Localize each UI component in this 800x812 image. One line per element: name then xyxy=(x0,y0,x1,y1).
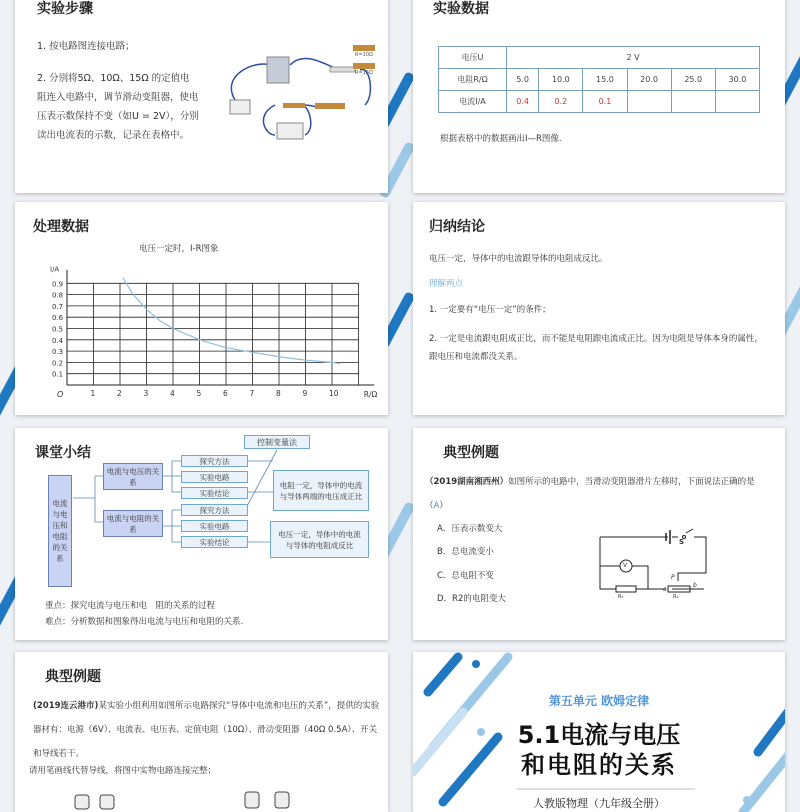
key-point: 重点：探究电流与电压和电 阻的关系的过程 xyxy=(45,598,215,614)
slide-experiment-steps[interactable] xyxy=(15,0,388,193)
leaf: 探究方法 xyxy=(181,455,248,467)
cover-title-1: 5.1电流与电压 xyxy=(413,720,785,750)
meter-images xyxy=(65,790,315,810)
y-axis-label: I/A xyxy=(50,266,59,274)
conclusion-resistance: 电压一定，导体中的电流与导体的电阻成反比 xyxy=(270,521,369,558)
cell: 电压U xyxy=(439,47,507,69)
leaf: 实验电路 xyxy=(181,471,248,483)
slide-conclusion[interactable] xyxy=(413,202,785,415)
leaf: 实验电路 xyxy=(181,520,248,532)
x-tick-label: 7 xyxy=(250,389,255,398)
y-tick-label: 0.4 xyxy=(52,337,64,345)
slide-title: 实验数据 xyxy=(433,0,489,18)
slide-experiment-data[interactable] xyxy=(413,0,785,193)
ir-chart xyxy=(15,202,388,415)
cell xyxy=(671,91,715,113)
b-label: b xyxy=(693,582,697,589)
slide-title: 课堂小结 xyxy=(35,442,91,462)
subhead: 理解两点 xyxy=(429,275,463,294)
question-source: (2019连云港市) xyxy=(33,701,98,711)
cell: 电流I/A xyxy=(439,91,507,113)
question-text: 如图所示的电路中，当滑动变阻器滑片左移时，下面说法正确的是（ xyxy=(425,477,755,511)
voltmeter-label: V xyxy=(623,562,627,569)
y-tick-label: 0.5 xyxy=(52,326,63,334)
r15-label: R=15Ω xyxy=(355,70,373,76)
y-tick-label: 0.9 xyxy=(52,280,63,288)
x-tick-label: 2 xyxy=(117,389,122,398)
y-tick-label: 0.3 xyxy=(52,348,63,356)
p-label: P xyxy=(671,574,675,581)
cover-title-2: 和电阻的关系 xyxy=(413,750,785,780)
cell xyxy=(627,91,671,113)
conclusion: 电压一定，导体中的电流跟导体的电阻成反比。 xyxy=(429,250,608,269)
circuit-photo xyxy=(215,45,385,145)
branch-resistance: 电流与电阻的关系 xyxy=(103,510,163,537)
root-node: 电流与电压和电阻的关系 xyxy=(48,475,72,587)
branch-voltage: 电流与电压的关系 xyxy=(103,463,163,490)
cell: 2 V xyxy=(507,47,760,69)
conclusion-voltage: 电阻一定，导体中的电流与导体两端的电压成正比 xyxy=(273,470,369,511)
difficult-point: 难点：分析数据和图象得出电流与电压和电阻的关系. xyxy=(45,614,243,630)
table-note: 根据表格中的数据画出I—R图像. xyxy=(440,130,562,149)
circuit-diagram xyxy=(598,523,708,603)
y-tick-label: 0.8 xyxy=(52,292,63,300)
leaf: 实验结论 xyxy=(181,536,248,548)
point-1: 1. 一定要有“电压一定”的条件； xyxy=(429,301,551,320)
cell: 5.0 xyxy=(507,69,539,91)
x-tick-label: 6 xyxy=(223,389,228,398)
x-tick-label: 3 xyxy=(144,389,149,398)
data-table xyxy=(438,46,760,113)
option-b[interactable]: B．总电流变小 xyxy=(437,543,494,562)
method-node: 控制变量法 xyxy=(244,435,310,449)
cell xyxy=(715,91,759,113)
slide-title: 实验步骤 xyxy=(37,0,93,18)
point-2: 2. 一定是电流跟电阻成正比，而不能是电阻跟电流成正比。因为电阻是导体本身的属性，跟电压和电流都没关系。 xyxy=(429,330,769,366)
question-close: ） xyxy=(439,501,448,511)
option-d[interactable]: D．R2的电阻变大 xyxy=(437,590,506,609)
table-row xyxy=(439,91,760,113)
y-tick-label: 0.2 xyxy=(52,359,63,367)
slide-example-2[interactable] xyxy=(15,652,388,812)
data-curve xyxy=(123,278,340,364)
slide-title: 典型例题 xyxy=(443,442,499,462)
slide-process-data[interactable] xyxy=(15,202,388,415)
slide-example-1[interactable] xyxy=(413,428,785,640)
slide-title: 典型例题 xyxy=(45,666,101,686)
cell: 20.0 xyxy=(627,69,671,91)
x-tick-label: 10 xyxy=(329,389,339,398)
cell: 10.0 xyxy=(539,69,583,91)
slide-title: 归纳结论 xyxy=(429,216,485,236)
x-tick-label: 8 xyxy=(276,389,281,398)
y-tick-label: 0.6 xyxy=(52,314,64,322)
question xyxy=(33,694,383,766)
answer: A xyxy=(434,501,440,511)
table-row xyxy=(439,69,760,91)
option-a[interactable]: A．压表示数变大 xyxy=(437,520,502,539)
x-axis-label: R/Ω xyxy=(364,390,378,399)
chart-title: 电压一定时，I-R图象 xyxy=(139,242,218,254)
cover-subtitle: 人教版物理（九年级全册） xyxy=(413,795,785,811)
cell: 0.1 xyxy=(583,91,627,113)
option-c[interactable]: C．总电阻不变 xyxy=(437,567,494,586)
question xyxy=(425,470,773,518)
y-tick-label: 0.7 xyxy=(52,303,63,311)
step-1: 1. 按电路图连接电路； xyxy=(37,37,207,56)
x-tick-label: 9 xyxy=(303,389,308,398)
r1-label: R₁ xyxy=(618,594,623,600)
cell: 30.0 xyxy=(715,69,759,91)
x-tick-label: 5 xyxy=(197,389,202,398)
cell: 电阻R/Ω xyxy=(439,69,507,91)
question-source: （2019湖南湘西州） xyxy=(425,477,508,487)
r2-label: R₂ xyxy=(673,594,678,600)
r10-label: R=10Ω xyxy=(355,52,373,58)
cell: 15.0 xyxy=(583,69,627,91)
slide-title: 处理数据 xyxy=(33,216,89,236)
cell: 0.2 xyxy=(539,91,583,113)
question-text: 某实验小组利用如图所示电路探究“导体中电流和电压的关系”，提供的实验器材有：电源（6V）、电流表、电压表、定值电阻（10Ω）、滑动变阻器（40Ω 0.5A）、开关和导线若干。 xyxy=(33,701,379,759)
leaf: 探究方法 xyxy=(181,504,248,516)
y-tick-label: 0.1 xyxy=(52,371,63,379)
x-tick-label: 1 xyxy=(91,389,96,398)
x-tick-label: 4 xyxy=(170,389,175,398)
leaf: 实验结论 xyxy=(181,487,248,499)
slide-cover[interactable] xyxy=(413,652,785,812)
cell: 25.0 xyxy=(671,69,715,91)
step-2: 2. 分别将5Ω、10Ω、15Ω 的定值电阻连入电路中，调节滑动变阻器，使电压表示数保持不变（如U = 2V），分别读出电流表的示数，记录在表格中。 xyxy=(37,69,199,145)
switch-label: S xyxy=(679,538,684,546)
instruction: 请用笔画线代替导线，将图中实物电路连接完整； xyxy=(29,762,216,781)
slide-summary[interactable] xyxy=(15,428,388,640)
cell: 0.4 xyxy=(507,91,539,113)
a-label: a xyxy=(663,586,667,593)
unit-label: 第五单元 欧姆定律 xyxy=(413,692,785,709)
origin-label: O xyxy=(57,390,63,399)
table-row xyxy=(439,47,760,69)
